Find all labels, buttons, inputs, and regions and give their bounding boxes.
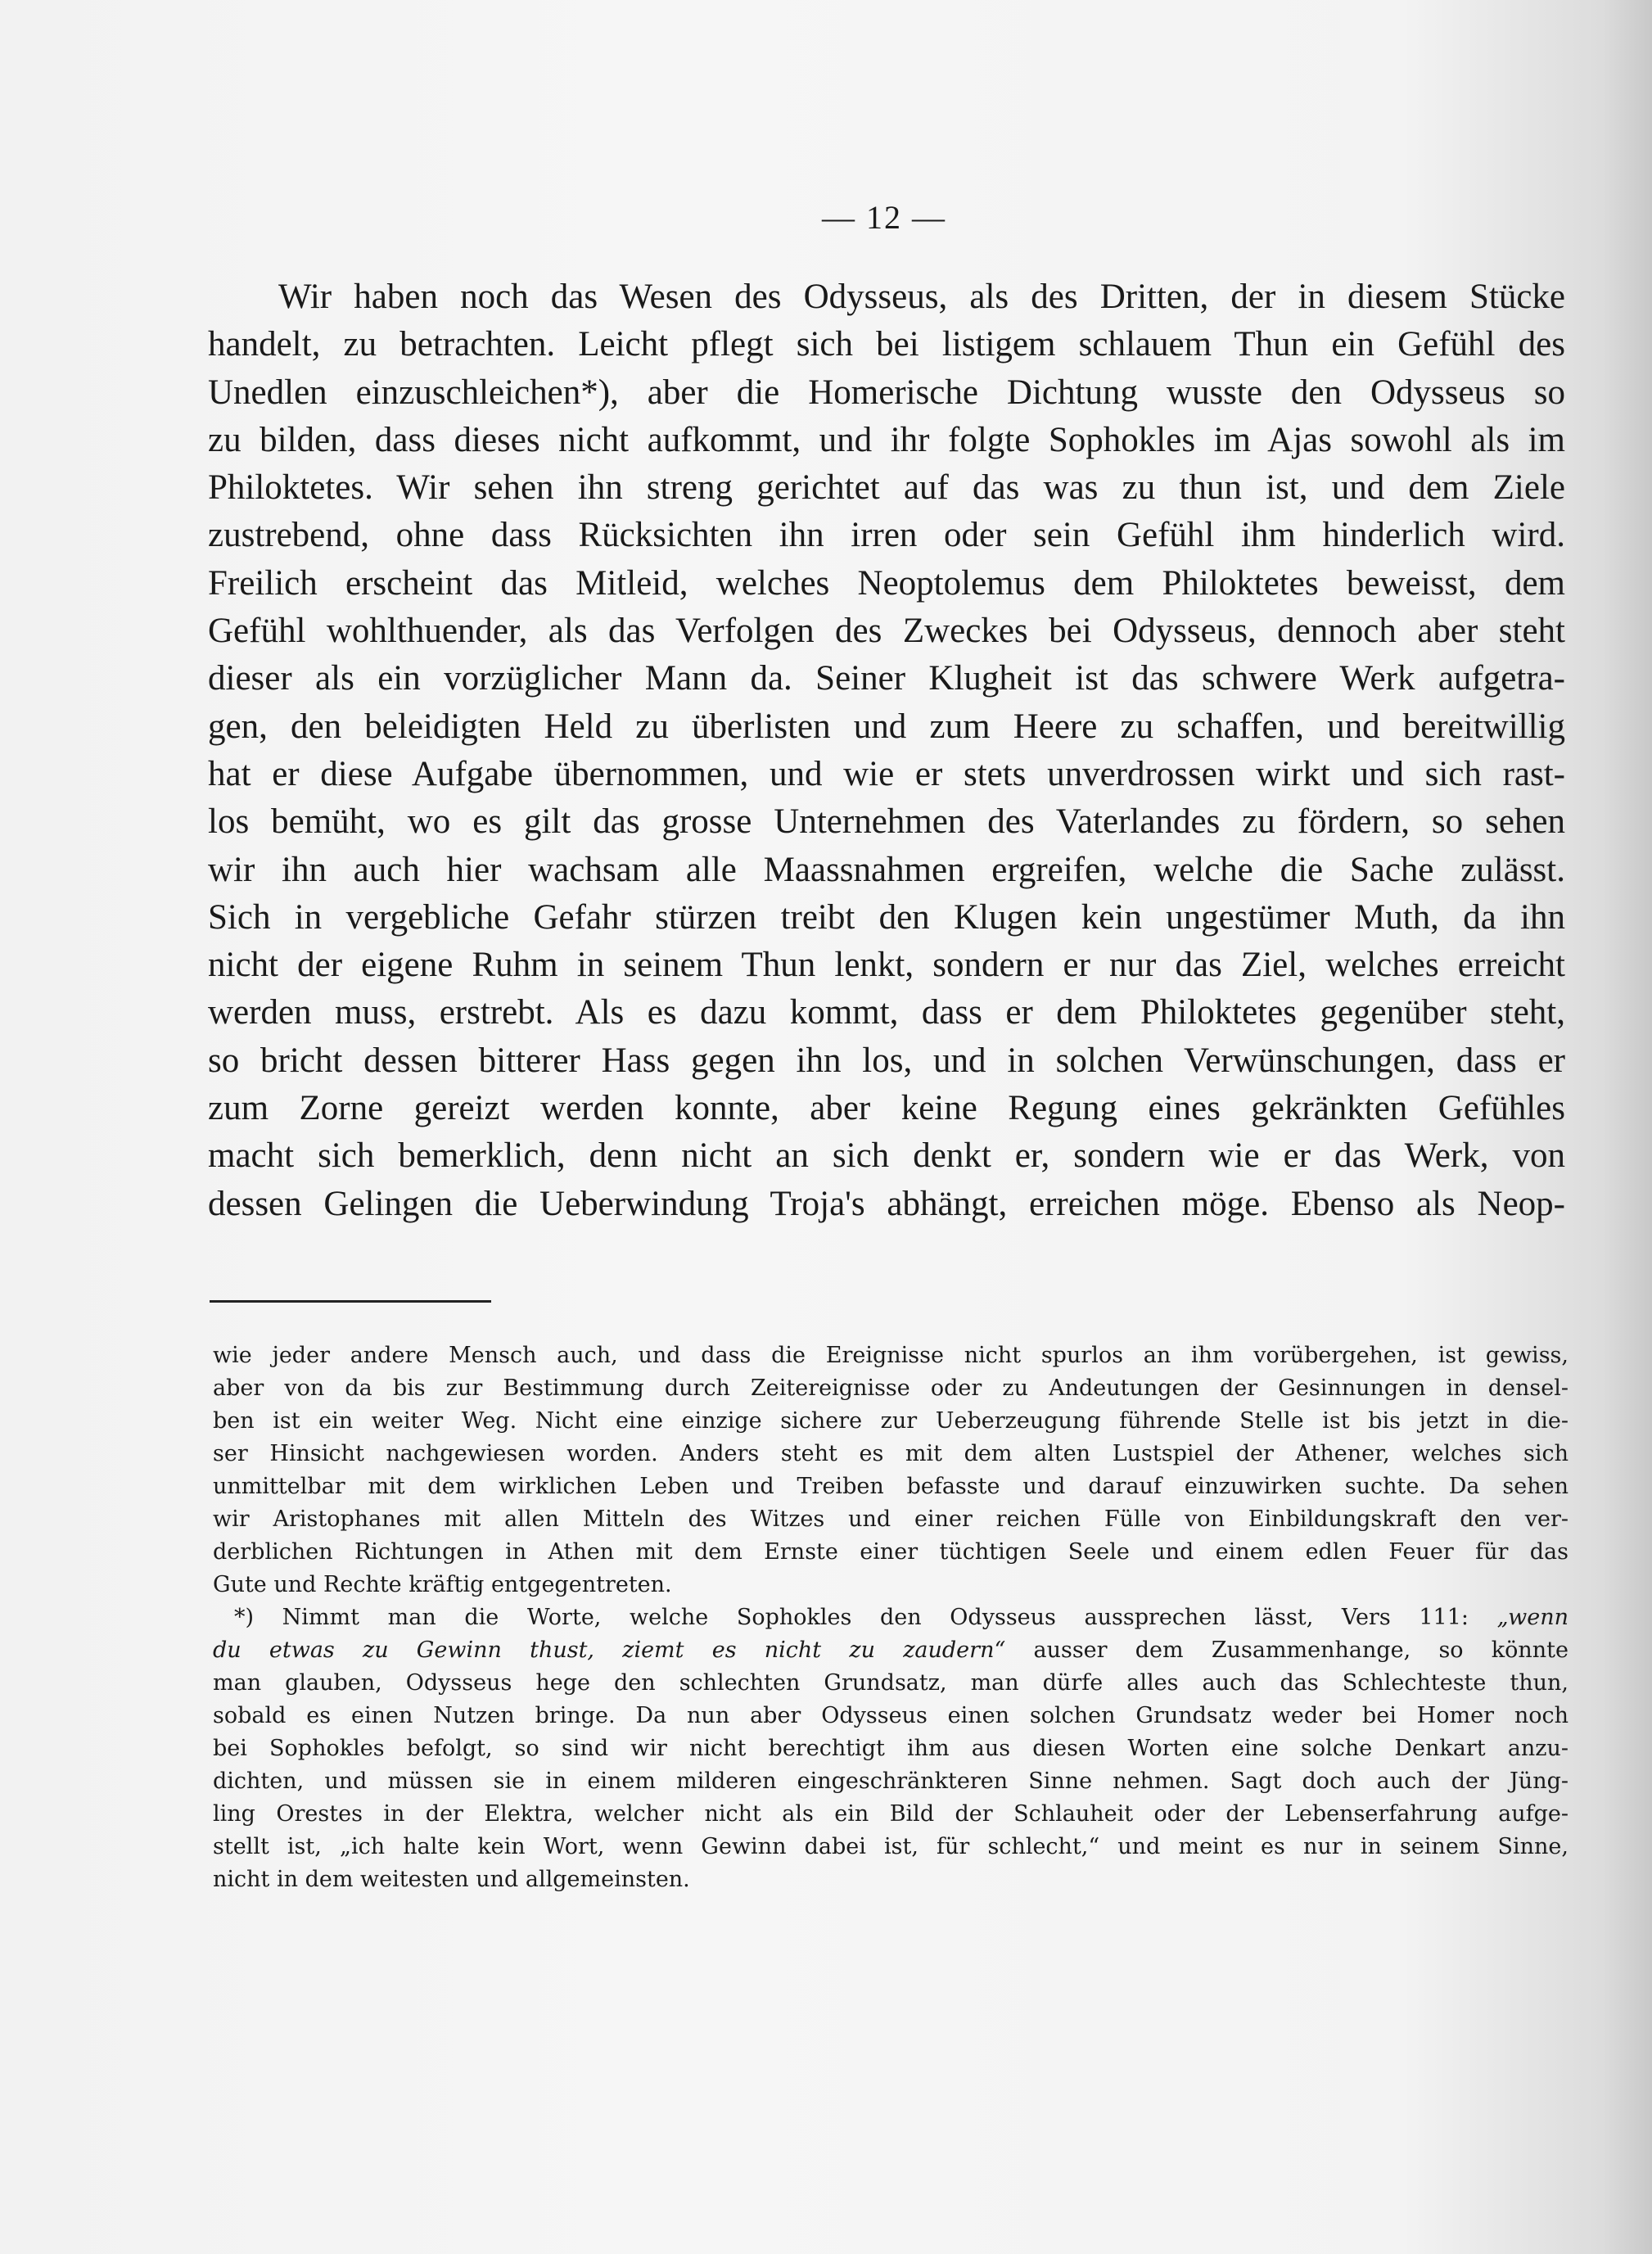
footnote-text: ausser dem Zusammenhange, so könnte [1005,1637,1568,1663]
footnote-line: Gute und Rechte kräftig entgegentreten. [213,1572,672,1597]
text-line: handelt, zu betrachten. Leicht pflegt sich bei listigem schlauem Thun ein Gefühl des [208,325,1565,364]
text-line: Freilich erscheint das Mitleid, welches Neoptolemus dem Philoktetes beweisst, dem [208,563,1565,603]
footnote-line: ben ist ein weiter Weg. Nicht eine einzige sichere zur Ueberzeugung führende Stelle ist bis jetzt in die- [213,1408,1568,1434]
footnote-line: stellt ist, „ich halte kein Wort, wenn Gewinn dabei ist, für schlecht,“ und meint es nur in seinem Sinne, [213,1834,1568,1859]
text-line: los bemüht, wo es gilt das grosse Unternehmen des Vaterlandes zu fördern, so sehen [208,802,1565,842]
page-number: — 12 — [822,199,946,236]
text-line: werden muss, erstrebt. Als es dazu kommt, dass er dem Philoktetes gegenüber steht, [208,993,1565,1032]
text-line: hat er diese Aufgabe übernommen, und wie er stets unverdrossen wirkt und sich rast- [208,754,1565,793]
footnote-line: wie jeder andere Mensch auch, und dass die Ereignisse nicht spurlos an ihm vorübergehen, ist gewiss, [213,1343,1568,1368]
text-line: gen, den beleidigten Held zu überlisten und zum Heere zu schaffen, und bereitwillig [208,707,1565,746]
text-line: so bricht dessen bitterer Hass gegen ihn los, und in solchen Verwünschungen, dass er [208,1041,1565,1080]
footnote-line: ling Orestes in der Elektra, welcher nicht als ein Bild der Schlauheit oder der Lebenserfahrung aufge- [213,1801,1568,1827]
text-line: wir ihn auch hier wachsam alle Maassnahmen ergreifen, welche die Sache zulässt. [208,850,1565,889]
footnote-line: bei Sophokles befolgt, so sind wir nicht berechtigt ihm aus diesen Worten eine solche Denkart anzu- [213,1736,1568,1761]
footnote-line: dichten, und müssen sie in einem milderen eingeschränkteren Sinne nehmen. Sagt doch auch der Jüng- [213,1768,1568,1794]
text-line: dieser als ein vorzüglicher Mann da. Seiner Klugheit ist das schwere Werk aufgetra- [208,659,1565,698]
footnote-line: aber von da bis zur Bestimmung durch Zeitereignisse oder zu Andeutungen der Gesinnungen in densel- [213,1375,1568,1401]
text-line: macht sich bemerklich, denn nicht an sich denkt er, sondern wie er das Werk, von [208,1136,1565,1176]
footnote-text: *) Nimmt man die Worte, welche Sophokles den Odysseus aussprechen lässt, Vers 111: [234,1605,1497,1630]
footnote-line: ser Hinsicht nachgewiesen worden. Anders steht es mit dem alten Lustspiel der Athener, welches sich [213,1441,1568,1466]
footnote-line: unmittelbar mit dem wirklichen Leben und Treiben befasste und darauf einzuwirken suchte. Da sehen [213,1474,1568,1499]
text-line: nicht der eigene Ruhm in seinem Thun lenkt, sondern er nur das Ziel, welches erreicht [208,946,1565,985]
footnote-asterisk-line [213,1601,1568,1634]
text-line: zu bilden, dass dieses nicht aufkommt, und ihr folgte Sophokles im Ajas sowohl als im [208,420,1565,459]
footnote-line: man glauben, Odysseus hege den schlechten Grundsatz, man dürfe alles auch das Schlechteste thun, [213,1670,1568,1696]
text-line: Gefühl wohlthuender, als das Verfolgen des Zweckes bei Odysseus, dennoch aber steht [208,612,1565,651]
text-line: zum Zorne gereizt werden konnte, aber keine Regung eines gekränkten Gefühles [208,1089,1565,1128]
footnote-divider [210,1300,491,1303]
footnote-line: derblichen Richtungen in Athen mit dem Ernste einer tüchtigen Seele und einem edlen Feuer für das [213,1539,1568,1565]
text-line: Philoktetes. Wir sehen ihn streng gerichtet auf das was zu thun ist, und dem Ziele [208,468,1565,508]
text-line: dessen Gelingen die Ueberwindung Troja's abhängt, erreichen möge. Ebenso als Neop- [208,1184,1565,1223]
text-line: Sich in vergebliche Gefahr stürzen treibt den Klugen kein ungestümer Muth, da ihn [208,897,1565,937]
footnote-line: sobald es einen Nutzen bringe. Da nun aber Odysseus einen solchen Grundsatz weder bei Homer noch [213,1703,1568,1728]
footnote-line [213,1634,1568,1667]
footnote-line: wir Aristophanes mit allen Mitteln des Witzes und einer reichen Fülle von Einbildungskraft den ver- [213,1506,1568,1532]
footnotes-block [213,1339,1568,1896]
footnote-line: nicht in dem weitesten und allgemeinsten. [213,1867,690,1892]
text-line: Unedlen einzuschleichen*), aber die Homerische Dichtung wusste den Odysseus so [208,373,1565,412]
text-line: Wir haben noch das Wesen des Odysseus, als des Dritten, der in diesem Stücke [278,278,1565,316]
text-line: zustrebend, ohne dass Rücksichten ihn irren oder sein Gefühl ihm hinderlich wird. [208,516,1565,555]
footnote-quote-italic: du etwas zu Gewinn thust, ziemt es nicht zu zaudern“ [213,1637,1006,1663]
footnote-quote-italic: „wenn [1496,1605,1568,1630]
main-text-block [208,273,1565,1228]
